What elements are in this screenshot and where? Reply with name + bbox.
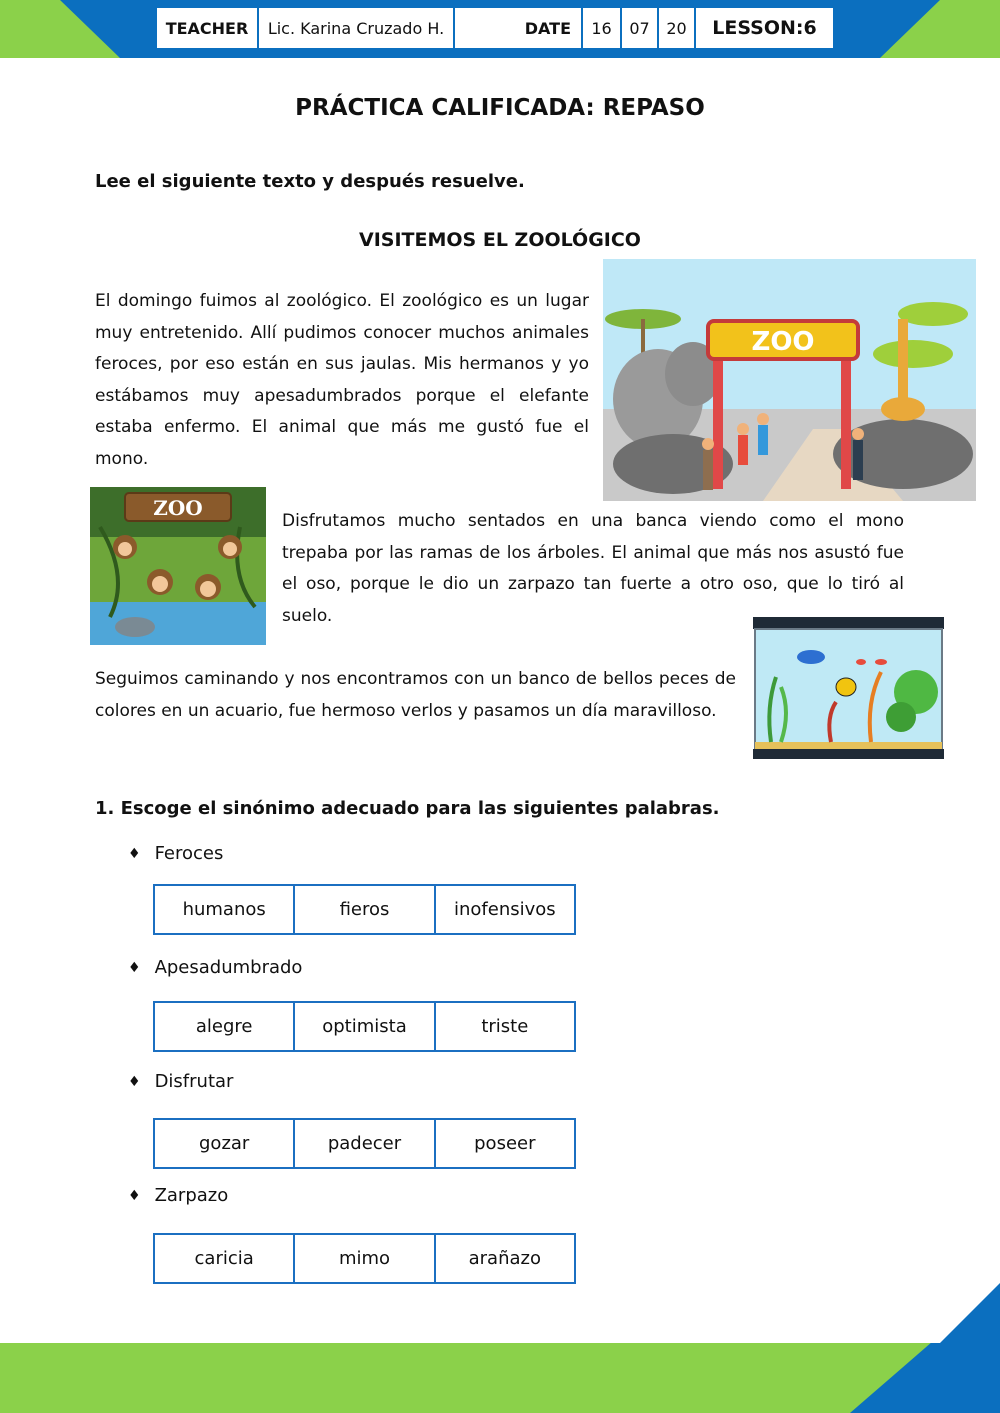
vocab-word-label: Disfrutar — [154, 1071, 234, 1092]
option-button[interactable]: padecer — [295, 1120, 435, 1167]
option-button[interactable]: triste — [481, 1016, 529, 1037]
story-title: VISITEMOS EL ZOOLÓGICO — [359, 229, 641, 251]
monkey-sign-text: ZOO — [153, 496, 203, 520]
zoo-gate-sign-text: ZOO — [751, 327, 815, 357]
footer-band — [0, 1343, 1000, 1413]
option-button[interactable]: arañazo — [468, 1248, 541, 1269]
aquarium-image — [751, 617, 946, 762]
vocab-word-label: Zarpazo — [154, 1185, 229, 1206]
options-row-1 — [153, 884, 576, 935]
date-label: DATE — [455, 8, 583, 48]
story-paragraph-3: Seguimos caminando y nos encontramos con un banco de bellos peces de colores en un acuario, fue hermoso verlos y pasamos un día maravilloso. — [95, 669, 736, 721]
option-button[interactable]: humanos — [155, 886, 295, 933]
question-1-prompt: 1. Escoge el sinónimo adecuado para las siguientes palabras. — [95, 798, 720, 819]
story-paragraph-2: Disfrutamos mucho sentados en una banca viendo como el mono trepaba por las ramas de los árboles. El animal que más nos asustó fue el oso, porque le dio un zarpazo tan fuerte a otro oso, que lo tiró al suelo. — [282, 511, 904, 626]
diamond-bullet-icon: ♦ — [128, 959, 141, 976]
option-button[interactable]: inofensivos — [453, 899, 556, 920]
vocab-word-1 — [128, 843, 223, 864]
teacher-label: TEACHER — [157, 8, 259, 48]
option-button[interactable]: optimista — [295, 1003, 435, 1050]
option-button[interactable]: caricia — [155, 1235, 295, 1282]
option-button[interactable]: fieros — [295, 886, 435, 933]
vocab-word-4 — [128, 1185, 228, 1206]
date-year: 20 — [659, 8, 696, 48]
option-button[interactable]: alegre — [155, 1003, 295, 1050]
date-day: 16 — [583, 8, 622, 48]
options-row-3 — [153, 1118, 576, 1169]
story-paragraph-1: El domingo fuimos al zoológico. El zoológico es un lugar muy entretenido. Allí pudimos conocer muchos animales feroces, por eso están en sus jaulas. Mis hermanos y yo estábamos muy apesadumbrados porque el elefante estaba enfermo. El animal que más me gustó fue el mono. — [95, 291, 589, 469]
option-button[interactable]: poseer — [474, 1133, 536, 1154]
option-button[interactable]: gozar — [155, 1120, 295, 1167]
options-row-2 — [153, 1001, 576, 1052]
diamond-bullet-icon: ♦ — [128, 845, 141, 862]
options-row-4 — [153, 1233, 576, 1284]
vocab-word-2 — [128, 957, 302, 978]
vocab-word-label: Apesadumbrado — [154, 957, 303, 978]
diamond-bullet-icon: ♦ — [128, 1073, 141, 1090]
zoo-entrance-image — [603, 259, 976, 501]
vocab-word-label: Feroces — [154, 843, 224, 864]
teacher-name: Lic. Karina Cruzado H. — [259, 8, 455, 48]
instruction-text: Lee el siguiente texto y después resuelve. — [95, 171, 525, 192]
lesson-number: LESSON:6 — [712, 17, 817, 39]
monkeys-image — [90, 487, 266, 645]
date-month: 07 — [622, 8, 659, 48]
page-title: PRÁCTICA CALIFICADA: REPASO — [295, 95, 705, 121]
diamond-bullet-icon: ♦ — [128, 1187, 141, 1204]
vocab-word-3 — [128, 1071, 233, 1092]
header-info-table — [155, 6, 835, 50]
option-button[interactable]: mimo — [295, 1235, 435, 1282]
footer-corner — [850, 1283, 1000, 1343]
